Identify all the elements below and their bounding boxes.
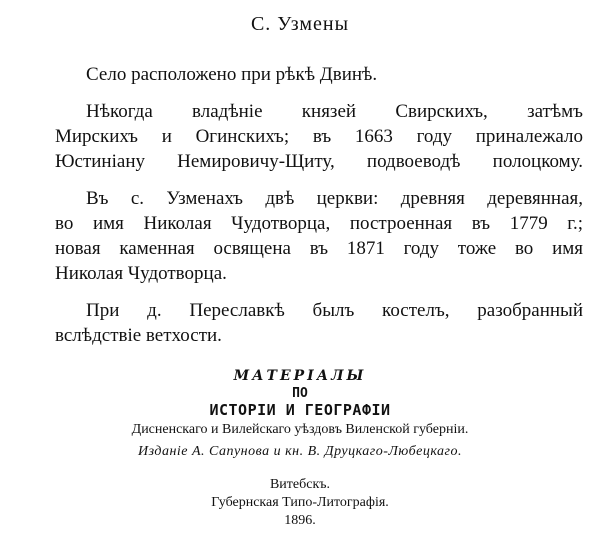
footer-publishers: Изданіе А. Сапунова и кн. В. Друцкаго-Любецкаго. [137,444,463,459]
footer-city: Витебскъ. [269,477,331,492]
footer-year: 1896. [284,513,316,528]
paragraph-line: При д. Переславкѣ былъ костелъ, разобранный [86,300,583,321]
paragraph-line: Село расположено при рѣкѣ Двинѣ. [86,64,378,85]
paragraph-3-cont [55,211,583,286]
paragraph-4-cont [55,323,583,348]
footer-districts: Дисненскаго и Вилейскаго уѣздовъ Виленской губерніи. [131,422,469,437]
paragraph-line: во имя Николая Чудотворца, построенная въ 1779 г.; [55,213,583,234]
footer-press: Губернская Типо-Литографія. [211,495,389,510]
paragraph-3 [86,186,583,211]
page-heading: С. Узмены [250,13,350,35]
paragraph-2-cont [55,124,583,174]
paragraph-line: Мирскихъ и Огинскихъ; въ 1663 году приналежало [55,126,583,147]
footer-subject: ИСТОРІИ И ГЕОГРАФІИ [209,401,391,419]
footer-po: ПО [292,386,308,401]
paragraph-line: вслѣдствіе ветхости. [55,325,222,346]
paragraph-line: Нѣкогда владѣніе князей Свирскихъ, затѣмъ [86,101,583,122]
footer-title: МАТЕРІАЛЫ [233,368,367,384]
paragraph-line: новая каменная освящена въ 1871 году тоже во имя [55,238,583,259]
paragraph-1 [86,62,583,87]
paragraph-line: Юстиніану Немировичу-Щиту, подвоеводѣ полоцкому. [55,151,583,172]
paragraph-4 [86,298,583,323]
paragraph-line: Николая Чудотворца. [55,263,227,284]
paragraph-2 [86,99,583,124]
paragraph-line: Въ с. Узменахъ двѣ церкви: древняя деревянная, [86,188,583,209]
